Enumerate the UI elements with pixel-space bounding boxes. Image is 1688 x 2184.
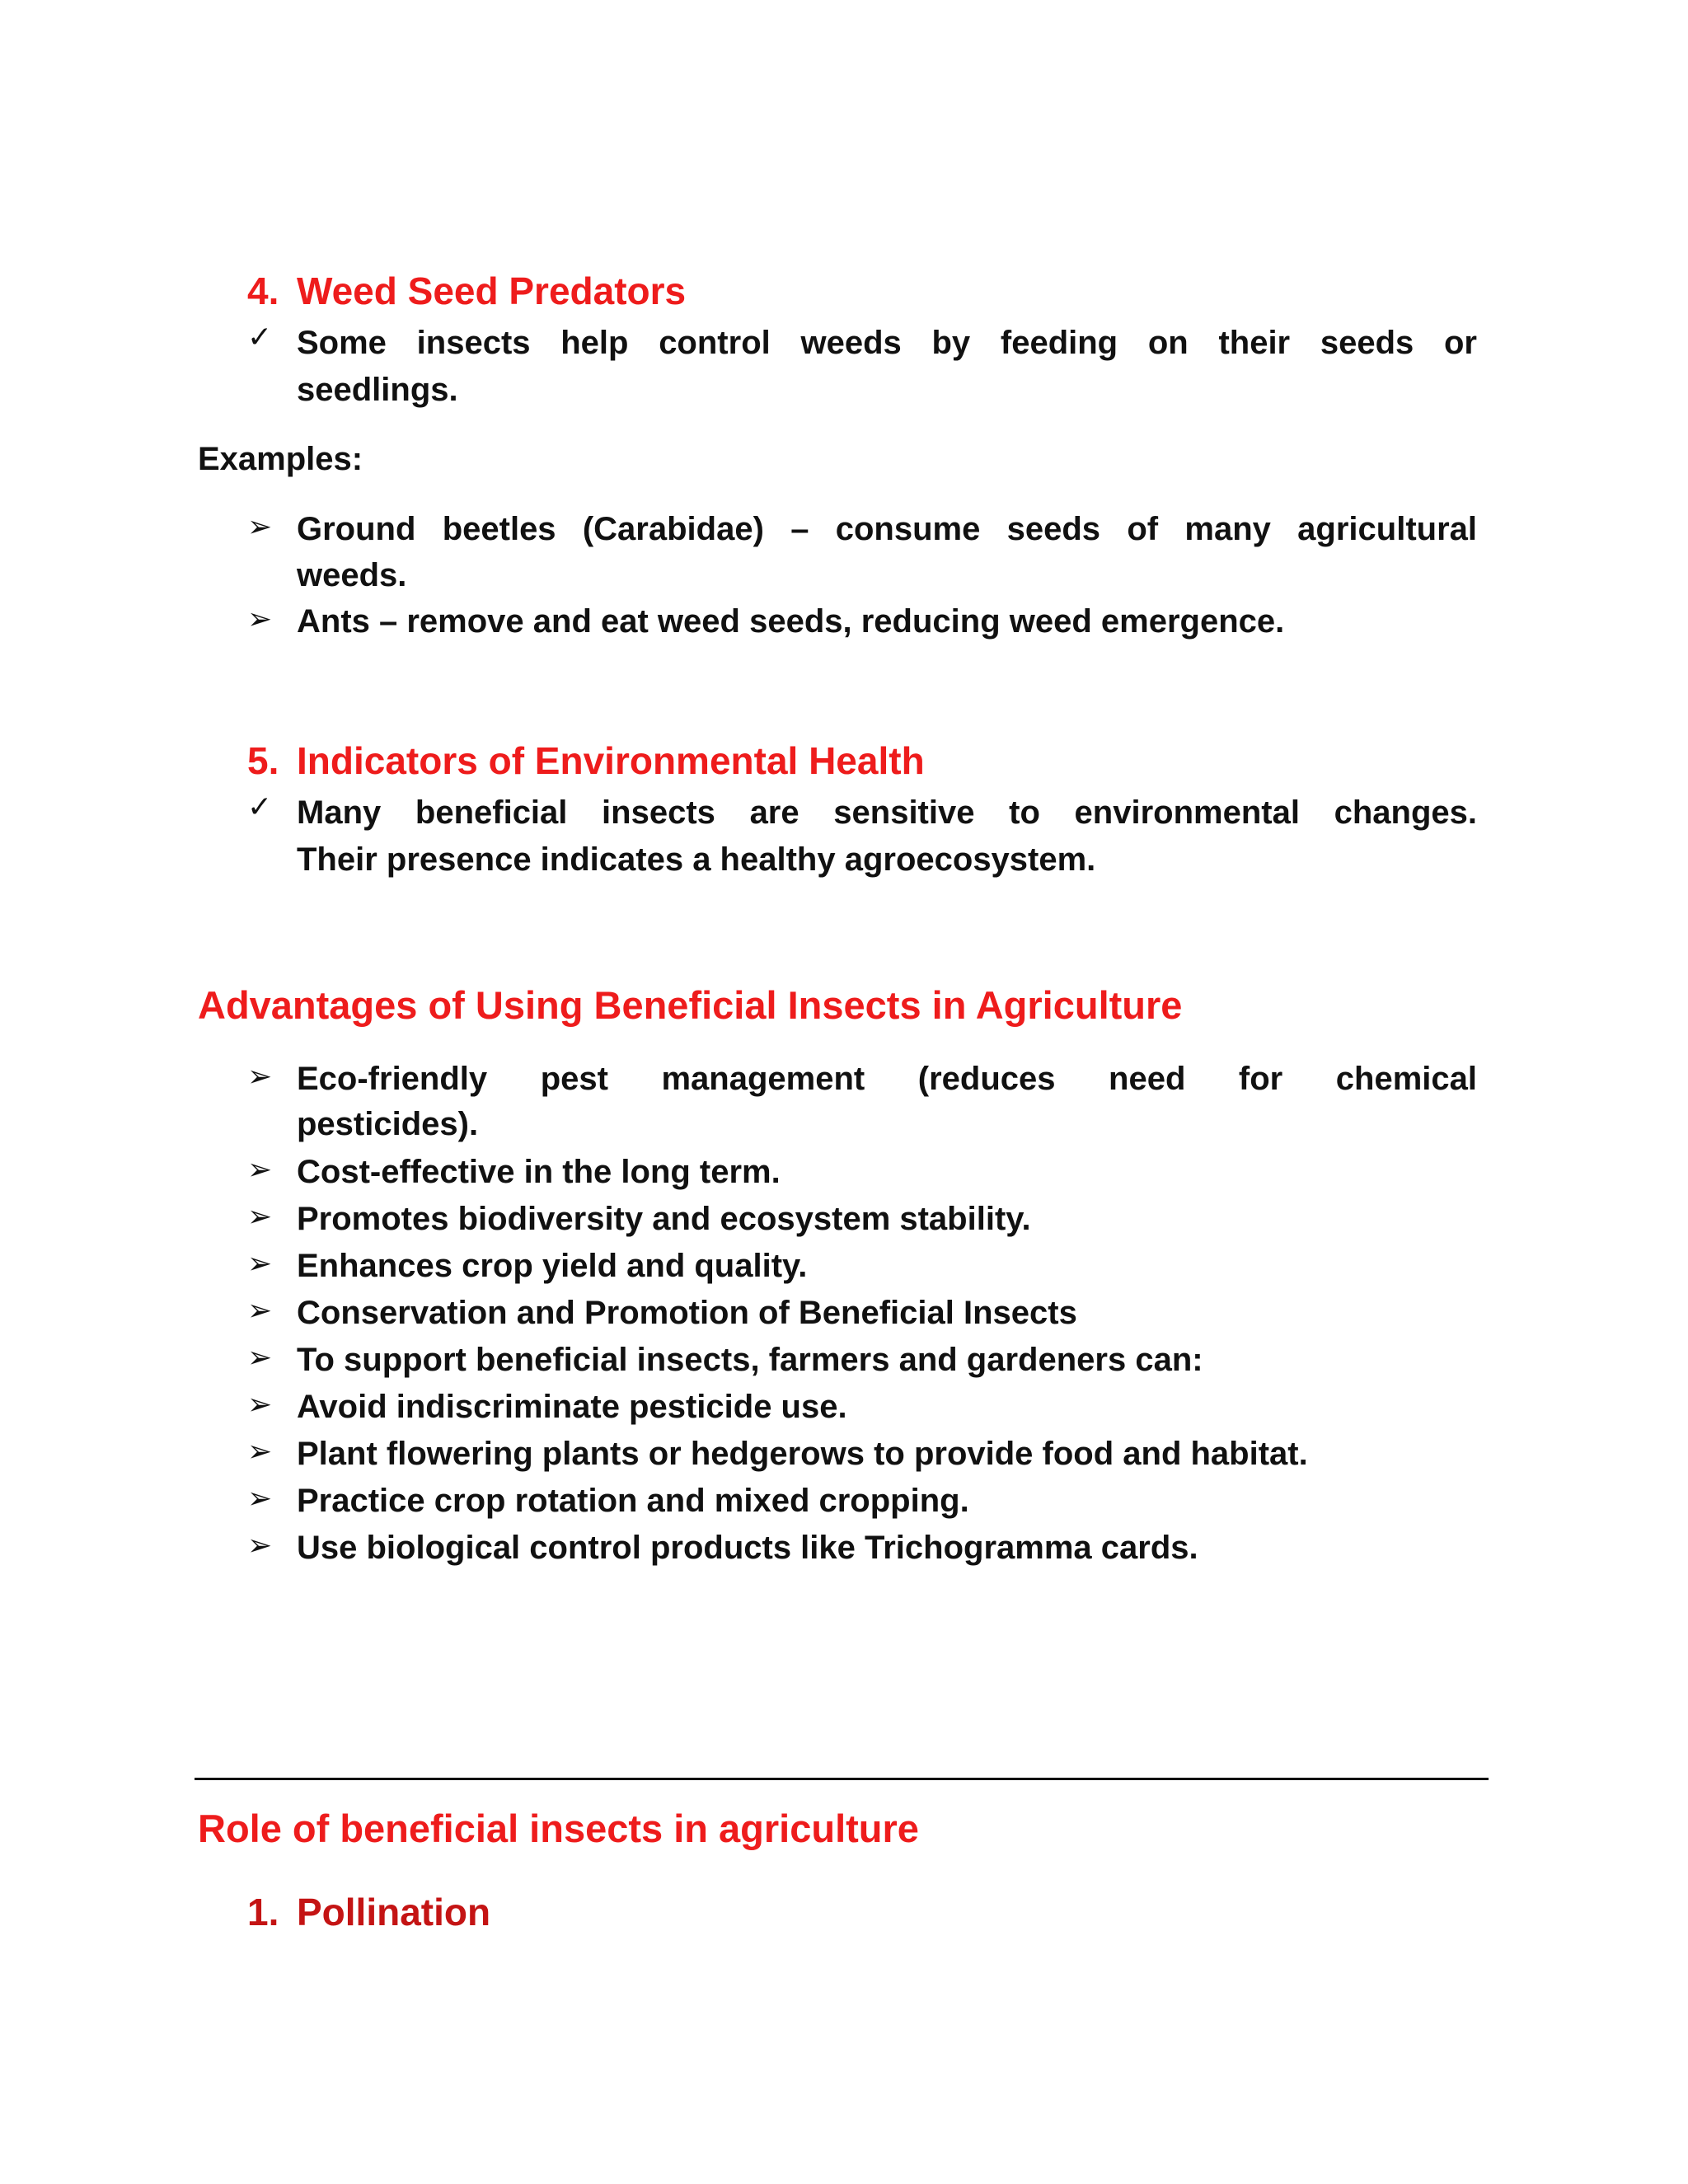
check-mark-icon: ✓ (247, 321, 273, 354)
arrowhead-bullet-icon: ➢ (247, 1294, 273, 1328)
advantage-item: Promotes biodiversity and ecosystem stability. (297, 1201, 1031, 1237)
role-item-number: 1. (247, 1891, 279, 1933)
arrowhead-bullet-icon: ➢ (247, 602, 273, 636)
section-4-check-line-1: Some insects help control weeds by feeding on their seeds or (297, 325, 1477, 361)
advantage-item: Enhances crop yield and quality. (297, 1248, 808, 1284)
advantage-item: Plant flowering plants or hedgerows to provide food and habitat. (297, 1436, 1308, 1472)
section-5-check-line-2: Their presence indicates a healthy agroecosystem. (297, 841, 1096, 878)
advantage-item: To support beneficial insects, farmers and gardeners can: (297, 1342, 1203, 1378)
arrowhead-bullet-icon: ➢ (247, 1435, 273, 1469)
arrowhead-bullet-icon: ➢ (247, 1388, 273, 1422)
role-item-title: Pollination (297, 1891, 491, 1933)
arrowhead-bullet-icon: ➢ (247, 1060, 273, 1094)
role-item-heading (247, 1893, 490, 1931)
advantage-item: Avoid indiscriminate pesticide use. (297, 1389, 847, 1425)
section-4-number: 4. (247, 269, 279, 312)
arrowhead-bullet-icon: ➢ (247, 1482, 273, 1516)
arrowhead-bullet-icon: ➢ (247, 1200, 273, 1234)
section-5-title: Indicators of Environmental Health (297, 739, 925, 782)
advantage-item-1-line-1: Eco-friendly pest management (reduces need for chemical (297, 1061, 1477, 1097)
arrowhead-bullet-icon: ➢ (247, 1341, 273, 1375)
section-5-check-line-1: Many beneficial insects are sensitive to environmental changes. (297, 794, 1477, 831)
advantages-title: Advantages of Using Beneficial Insects in Agriculture (198, 983, 1183, 1027)
example-1-line-2: weeds. (297, 557, 407, 593)
section-4-check-line-2: seedlings. (297, 372, 458, 408)
advantage-item: Practice crop rotation and mixed cropping. (297, 1483, 969, 1519)
section-5-heading (247, 739, 925, 782)
advantage-item-1-line-2: pesticides). (297, 1106, 479, 1142)
example-1-line-1: Ground beetles (Carabidae) – consume seeds of many agricultural (297, 511, 1477, 547)
examples-label: Examples: (198, 441, 363, 477)
horizontal-rule (195, 1778, 1489, 1780)
role-title: Role of beneficial insects in agriculture (198, 1807, 919, 1850)
arrowhead-bullet-icon: ➢ (247, 1153, 273, 1187)
arrowhead-bullet-icon: ➢ (247, 1529, 273, 1563)
arrowhead-bullet-icon: ➢ (247, 510, 273, 544)
section-4-heading (247, 269, 687, 312)
advantage-item: Conservation and Promotion of Beneficial Insects (297, 1295, 1077, 1331)
section-5-number: 5. (247, 739, 279, 782)
section-4-title: Weed Seed Predators (297, 269, 687, 312)
advantage-item: Use biological control products like Trichogramma cards. (297, 1530, 1198, 1566)
arrowhead-bullet-icon: ➢ (247, 1247, 273, 1281)
example-2: Ants – remove and eat weed seeds, reducing weed emergence. (297, 603, 1285, 640)
check-mark-icon: ✓ (247, 790, 273, 824)
advantage-item: Cost-effective in the long term. (297, 1154, 781, 1190)
